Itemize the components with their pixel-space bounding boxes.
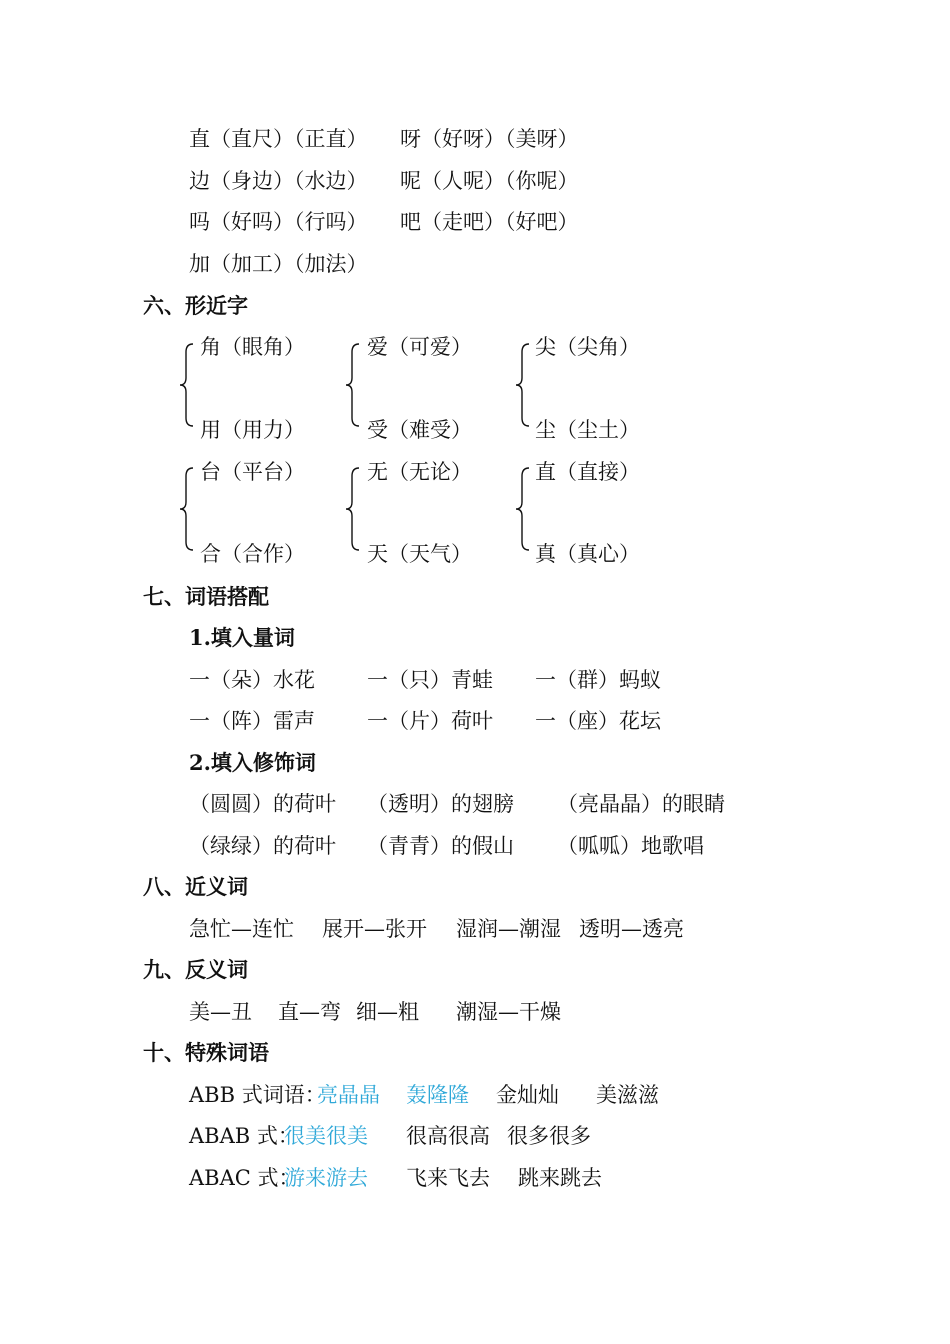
similar-char-bottom: 真（真心） bbox=[535, 542, 640, 566]
similar-char-top: 无（无论） bbox=[367, 460, 472, 484]
similar-char-bottom: 用（用力） bbox=[200, 418, 305, 442]
similar-char-bottom: 天（天气） bbox=[367, 542, 472, 566]
synonym-item: 展开—张开 bbox=[322, 917, 427, 941]
brace-icon bbox=[344, 342, 364, 428]
measure-word-item: 一（只）青蛙 bbox=[367, 668, 493, 692]
modifier-item: （透明）的翅膀 bbox=[367, 792, 514, 816]
example-word: 跳来跳去 bbox=[518, 1166, 602, 1190]
measure-word-item: 一（片）荷叶 bbox=[367, 709, 493, 733]
word-line-1a: 直（直尺）（正直） bbox=[189, 127, 368, 151]
similar-char-bottom: 受（难受） bbox=[367, 418, 472, 442]
section-10-heading: 十、特殊词语 bbox=[143, 1040, 269, 1065]
similar-char-bottom: 合（合作） bbox=[200, 542, 305, 566]
section-9-heading: 九、反义词 bbox=[143, 957, 248, 982]
synonym-item: 急忙—连忙 bbox=[189, 917, 294, 941]
example-word: 金灿灿 bbox=[496, 1083, 559, 1107]
word-line-2a: 边（身边）（水边） bbox=[189, 169, 368, 193]
word-line-2b: 呢（人呢）（你呢） bbox=[400, 169, 579, 193]
modifier-item: （圆圆）的荷叶 bbox=[189, 792, 336, 816]
word-line-3a: 吗（好吗）（行吗） bbox=[189, 210, 368, 234]
word-line-3b: 吧（走吧）（好吧） bbox=[400, 210, 579, 234]
brace-icon bbox=[514, 342, 534, 428]
example-word: 飞来飞去 bbox=[406, 1166, 490, 1190]
example-word: 很高很高 bbox=[406, 1124, 490, 1148]
antonym-item: 潮湿—干燥 bbox=[456, 1000, 561, 1024]
highlight-word: 亮晶晶 bbox=[317, 1083, 380, 1107]
antonym-item: 美—丑 bbox=[189, 1000, 252, 1024]
pattern-label: ABAB 式： bbox=[189, 1124, 299, 1148]
brace-icon bbox=[178, 466, 198, 552]
example-word: 很多很多 bbox=[507, 1124, 591, 1148]
similar-char-top: 直（直接） bbox=[535, 460, 640, 484]
modifier-item: （亮晶晶）的眼睛 bbox=[557, 792, 725, 816]
antonym-item: 细—粗 bbox=[356, 1000, 419, 1024]
similar-char-top: 爱（可爱） bbox=[367, 335, 472, 359]
synonym-item: 透明—透亮 bbox=[579, 917, 684, 941]
similar-char-top: 角（眼角） bbox=[200, 335, 305, 359]
section-7-heading: 七、词语搭配 bbox=[143, 584, 269, 609]
section-8-heading: 八、近义词 bbox=[143, 874, 248, 899]
synonym-item: 湿润—潮湿 bbox=[456, 917, 561, 941]
brace-icon bbox=[344, 466, 364, 552]
pattern-label: ABAC 式： bbox=[189, 1166, 300, 1190]
measure-word-item: 一（群）蚂蚁 bbox=[535, 668, 661, 692]
measure-word-item: 一（座）花坛 bbox=[535, 709, 661, 733]
modifier-item: （绿绿）的荷叶 bbox=[189, 834, 336, 858]
measure-word-item: 一（朵）水花 bbox=[189, 668, 315, 692]
similar-char-top: 台（平台） bbox=[200, 460, 305, 484]
brace-icon bbox=[514, 466, 534, 552]
similar-char-bottom: 尘（尘土） bbox=[535, 418, 640, 442]
modifier-item: （呱呱）地歌唱 bbox=[557, 834, 704, 858]
modifier-item: （青青）的假山 bbox=[367, 834, 514, 858]
brace-icon bbox=[178, 342, 198, 428]
antonym-item: 直—弯 bbox=[278, 1000, 341, 1024]
subsection-title: 2.填入修饰词 bbox=[189, 750, 316, 775]
word-line-4a: 加（加工）（加法） bbox=[189, 252, 368, 276]
pattern-label: ABB 式词语： bbox=[189, 1083, 326, 1107]
word-line-1b: 呀（好呀）（美呀） bbox=[400, 127, 579, 151]
highlight-word: 游来游去 bbox=[284, 1166, 368, 1190]
highlight-word: 很美很美 bbox=[284, 1124, 368, 1148]
section-6-heading: 六、形近字 bbox=[143, 293, 248, 318]
similar-char-top: 尖（尖角） bbox=[535, 335, 640, 359]
example-word: 美滋滋 bbox=[596, 1083, 659, 1107]
highlight-word: 轰隆隆 bbox=[406, 1083, 469, 1107]
measure-word-item: 一（阵）雷声 bbox=[189, 709, 315, 733]
subsection-title: 1.填入量词 bbox=[189, 625, 295, 650]
